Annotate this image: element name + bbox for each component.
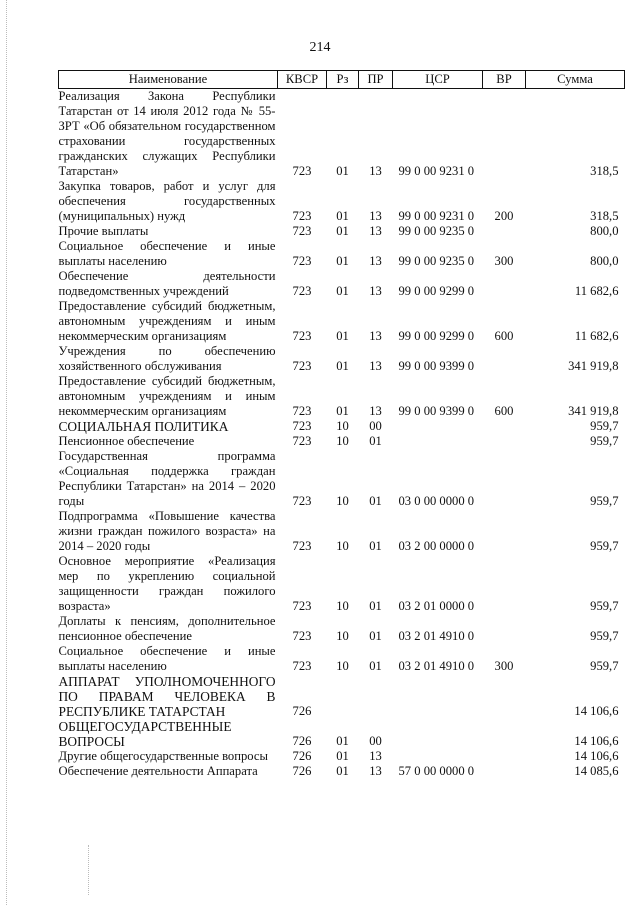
cell-vr (483, 674, 526, 719)
cell-csr: 99 0 00 9399 0 (398, 404, 475, 418)
cell-pr: 13 (369, 164, 382, 178)
cell-vr (483, 614, 526, 644)
cell-csr: 03 2 01 4910 0 (398, 659, 475, 673)
cell-sum: 14 085,6 (574, 764, 619, 778)
cell-csr: 03 0 00 0000 0 (398, 494, 475, 508)
cell-kvsr: 723 (292, 284, 312, 298)
cell-rz: 10 (336, 659, 349, 673)
cell-rz: 01 (336, 749, 349, 763)
cell-sum: 14 106,6 (574, 704, 619, 718)
cell-sum: 959,7 (590, 494, 619, 508)
cell-csr: 99 0 00 9299 0 (398, 329, 475, 343)
cell-name: Предоставление субсидий бюджетным, автономным учреждениям и иным некоммерческим организациям (58, 299, 276, 343)
cell-name: Социальное обеспечение и иные выплаты населению (58, 644, 276, 673)
table-row (59, 674, 625, 719)
table-row (59, 239, 625, 269)
scan-margin-bottom (88, 845, 90, 895)
cell-pr: 01 (369, 494, 382, 508)
cell-sum: 959,7 (590, 434, 619, 448)
table-row (59, 179, 625, 224)
cell-pr: 13 (369, 749, 382, 763)
table-row (59, 299, 625, 344)
cell-rz: 01 (336, 329, 349, 343)
table-row (59, 764, 625, 779)
cell-rz: 10 (336, 494, 349, 508)
cell-kvsr: 723 (292, 164, 312, 178)
cell-kvsr: 723 (292, 659, 312, 673)
cell-vr: 600 (494, 329, 514, 343)
cell-vr: 300 (494, 254, 514, 268)
cell-sum: 14 106,6 (574, 749, 619, 763)
table-row (59, 614, 625, 644)
cell-sum: 14 106,6 (574, 734, 619, 748)
table-row (59, 749, 625, 764)
cell-name: СОЦИАЛЬНАЯ ПОЛИТИКА (58, 419, 229, 434)
cell-pr: 13 (369, 764, 382, 778)
cell-sum: 341 919,8 (568, 359, 619, 373)
cell-kvsr: 723 (292, 434, 312, 448)
cell-rz: 01 (336, 404, 349, 418)
cell-name: Основное мероприятие «Реализация мер по укреплению социальной защищенности граждан пожилого возраста» (58, 554, 276, 613)
cell-kvsr: 723 (292, 224, 312, 238)
cell-kvsr: 723 (292, 329, 312, 343)
cell-name: Обеспечение деятельности Аппарата (58, 764, 258, 778)
header-name: Наименование (59, 71, 278, 89)
cell-kvsr: 723 (292, 494, 312, 508)
cell-vr (483, 434, 526, 449)
cell-vr (483, 419, 526, 434)
cell-sum: 800,0 (590, 224, 619, 238)
scan-margin-left (6, 0, 8, 905)
cell-vr: 600 (494, 404, 514, 418)
cell-rz: 01 (336, 254, 349, 268)
cell-sum: 959,7 (590, 419, 619, 433)
cell-pr: 01 (369, 659, 382, 673)
cell-kvsr: 723 (292, 539, 312, 553)
cell-csr: 03 2 01 0000 0 (398, 599, 475, 613)
cell-kvsr: 726 (292, 704, 312, 718)
cell-pr: 00 (369, 734, 382, 748)
cell-csr (393, 749, 483, 764)
cell-sum: 11 682,6 (574, 329, 619, 343)
cell-pr: 01 (369, 629, 382, 643)
cell-kvsr: 723 (292, 359, 312, 373)
cell-vr (483, 224, 526, 239)
cell-pr: 13 (369, 329, 382, 343)
cell-sum: 800,0 (590, 254, 619, 268)
page-number: 214 (309, 40, 331, 55)
cell-pr: 01 (369, 434, 382, 448)
cell-vr (483, 269, 526, 299)
cell-rz: 01 (336, 164, 349, 178)
cell-vr (483, 554, 526, 614)
cell-csr (393, 719, 483, 749)
header-kvsr: КВСР (278, 71, 327, 89)
cell-kvsr: 723 (292, 209, 312, 223)
cell-pr: 01 (369, 539, 382, 553)
cell-csr: 99 0 00 9299 0 (398, 284, 475, 298)
cell-sum: 11 682,6 (574, 284, 619, 298)
cell-name: АППАРАТ УПОЛНОМОЧЕННОГО ПО ПРАВАМ ЧЕЛОВЕКА В РЕСПУБЛИКЕ ТАТАРСТАН (58, 674, 276, 719)
table-row (59, 554, 625, 614)
cell-name: Учреждения по обеспечению хозяйственного обслуживания (58, 344, 276, 373)
table-row (59, 224, 625, 239)
table-row (59, 269, 625, 299)
table-row (59, 89, 625, 180)
cell-name: Доплаты к пенсиям, дополнительное пенсионное обеспечение (58, 614, 276, 643)
cell-name: ОБЩЕГОСУДАРСТВЕННЫЕ ВОПРОСЫ (58, 719, 232, 749)
table-header (59, 71, 625, 89)
cell-pr: 13 (369, 209, 382, 223)
header-sum: Сумма (526, 71, 625, 89)
cell-sum: 318,5 (590, 164, 619, 178)
cell-rz: 10 (336, 434, 349, 448)
cell-csr (393, 674, 483, 719)
cell-rz (327, 674, 359, 719)
cell-csr: 03 2 01 4910 0 (398, 629, 475, 643)
header-pr: ПР (359, 71, 393, 89)
cell-rz: 01 (336, 209, 349, 223)
cell-name: Закупка товаров, работ и услуг для обеспечения государственных (муниципальных) нужд (58, 179, 276, 223)
cell-rz: 10 (336, 419, 349, 433)
table-row (59, 419, 625, 434)
cell-rz: 10 (336, 539, 349, 553)
cell-pr: 01 (369, 599, 382, 613)
cell-sum: 959,7 (590, 539, 619, 553)
header-rz: Рз (327, 71, 359, 89)
cell-vr (483, 719, 526, 749)
cell-pr: 13 (369, 254, 382, 268)
table-row (59, 374, 625, 419)
cell-rz: 01 (336, 224, 349, 238)
cell-vr (483, 749, 526, 764)
cell-csr (393, 434, 483, 449)
cell-kvsr: 723 (292, 404, 312, 418)
cell-vr (483, 509, 526, 554)
cell-name: Реализация Закона Республики Татарстан от 14 июля 2012 года № 55-ЗРТ «Об обязательном государственном страховании государственных гражданских служащих Республики Татарстан» (58, 89, 276, 178)
cell-pr: 13 (369, 284, 382, 298)
cell-pr (359, 674, 393, 719)
cell-kvsr: 726 (292, 749, 312, 763)
cell-csr: 03 2 00 0000 0 (398, 539, 475, 553)
cell-sum: 959,7 (590, 659, 619, 673)
cell-rz: 01 (336, 734, 349, 748)
budget-table (58, 70, 625, 779)
cell-kvsr: 726 (292, 764, 312, 778)
cell-vr: 200 (494, 209, 514, 223)
cell-pr: 13 (369, 404, 382, 418)
cell-pr: 13 (369, 359, 382, 373)
cell-rz: 01 (336, 764, 349, 778)
cell-csr: 99 0 00 9231 0 (398, 164, 475, 178)
header-csr: ЦСР (393, 71, 483, 89)
table-row (59, 449, 625, 509)
cell-rz: 01 (336, 359, 349, 373)
cell-name: Подпрограмма «Повышение качества жизни граждан пожилого возраста» на 2014 – 2020 годы (58, 509, 276, 553)
cell-sum: 959,7 (590, 629, 619, 643)
cell-csr: 57 0 00 0000 0 (398, 764, 475, 778)
cell-vr (483, 89, 526, 180)
table-body (59, 89, 625, 780)
table-row (59, 434, 625, 449)
table-row (59, 644, 625, 674)
cell-csr: 99 0 00 9235 0 (398, 224, 475, 238)
cell-vr (483, 449, 526, 509)
cell-rz: 01 (336, 284, 349, 298)
cell-pr: 00 (369, 419, 382, 433)
cell-kvsr: 723 (292, 629, 312, 643)
cell-pr: 13 (369, 224, 382, 238)
cell-vr (483, 764, 526, 779)
cell-csr: 99 0 00 9231 0 (398, 209, 475, 223)
cell-sum: 318,5 (590, 209, 619, 223)
cell-name: Прочие выплаты (58, 224, 149, 238)
cell-csr (393, 419, 483, 434)
cell-sum: 341 919,8 (568, 404, 619, 418)
table-row (59, 509, 625, 554)
cell-name: Предоставление субсидий бюджетным, автономным учреждениям и иным некоммерческим организациям (58, 374, 276, 418)
cell-vr (483, 344, 526, 374)
table-row (59, 344, 625, 374)
cell-name: Другие общегосударственные вопросы (58, 749, 268, 763)
cell-name: Пенсионное обеспечение (58, 434, 195, 448)
cell-vr: 300 (494, 659, 514, 673)
cell-rz: 10 (336, 629, 349, 643)
cell-csr: 99 0 00 9235 0 (398, 254, 475, 268)
cell-rz: 10 (336, 599, 349, 613)
header-vr: ВР (483, 71, 526, 89)
cell-kvsr: 723 (292, 254, 312, 268)
cell-sum: 959,7 (590, 599, 619, 613)
cell-name: Социальное обеспечение и иные выплаты населению (58, 239, 276, 268)
cell-csr: 99 0 00 9399 0 (398, 359, 475, 373)
cell-kvsr: 726 (292, 734, 312, 748)
cell-name: Государственная программа «Социальная поддержка граждан Республики Татарстан» на 2014 – 2020 годы (58, 449, 276, 508)
table-row (59, 719, 625, 749)
cell-kvsr: 723 (292, 599, 312, 613)
cell-kvsr: 723 (292, 419, 312, 433)
cell-name: Обеспечение деятельности подведомственных учреждений (58, 269, 276, 298)
